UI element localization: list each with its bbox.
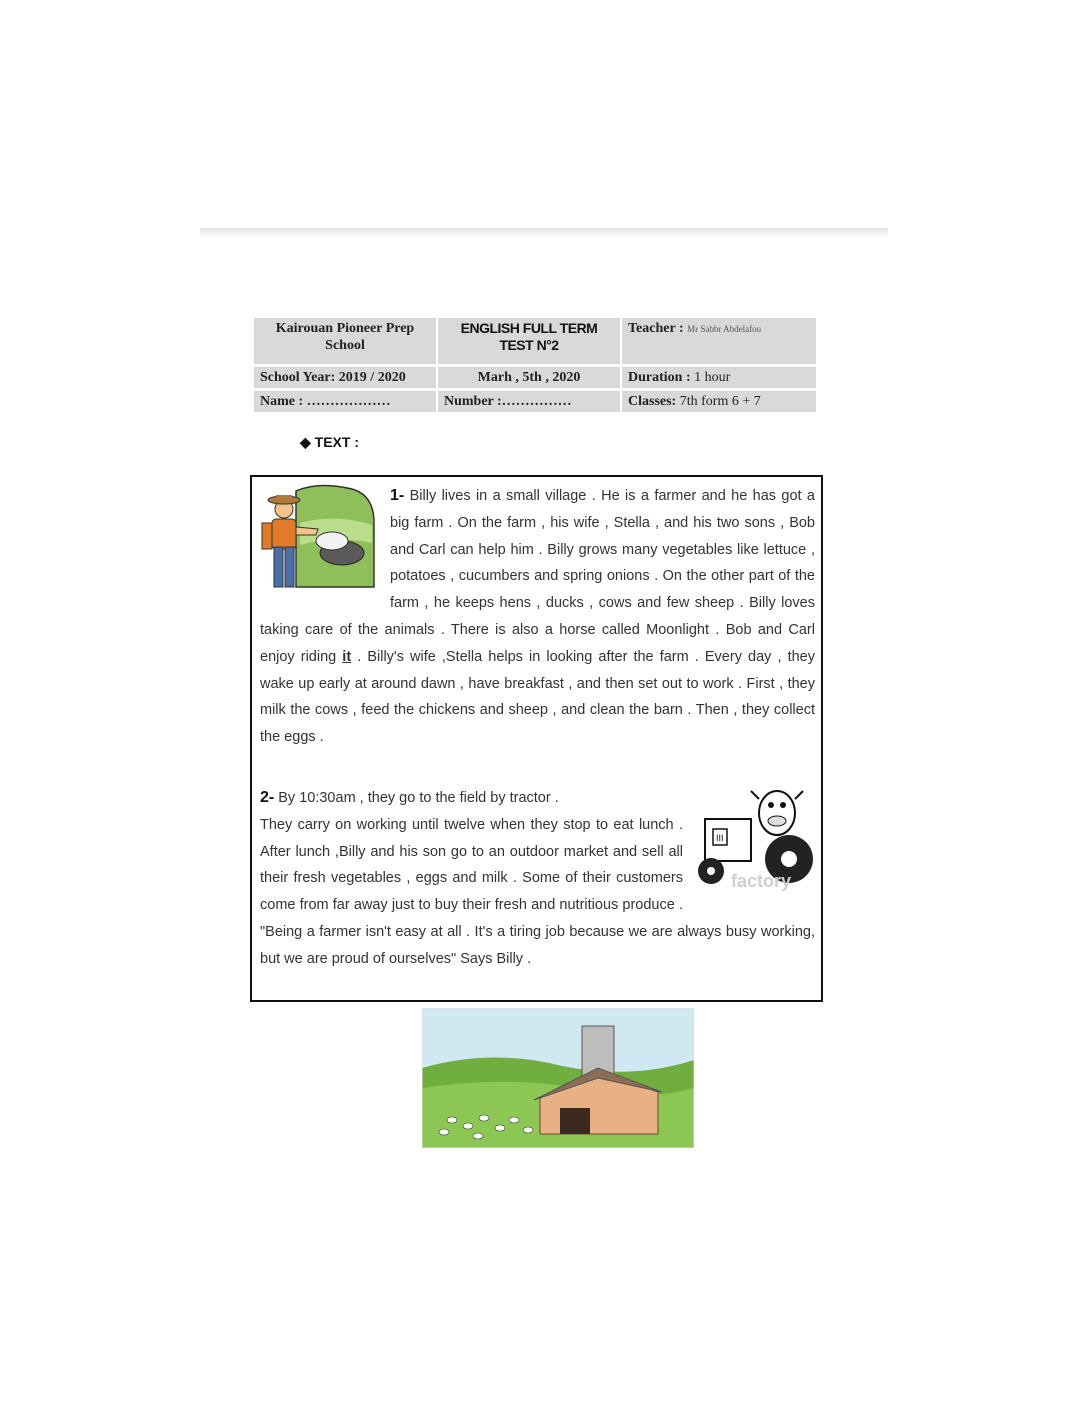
farmer-illustration <box>256 483 380 595</box>
text-section-heading <box>300 434 359 451</box>
test-title-line2: TEST N°2 <box>499 337 559 353</box>
test-title-line1: ENGLISH FULL TERM <box>460 320 598 336</box>
watermark-text: factory <box>731 871 792 891</box>
tractor-cow-illustration <box>691 779 819 893</box>
classes-label: Classes: <box>628 394 677 409</box>
school-name-cell <box>254 318 436 364</box>
paragraph-2-text-a: By 10:30am , they go to the field by tractor . <box>278 790 559 806</box>
classes-value: 7th form 6 + 7 <box>679 394 761 409</box>
classes-cell <box>622 391 816 412</box>
name-field: Name : ……………… <box>254 391 436 412</box>
diamond-bullet-icon: ◆ <box>300 434 311 450</box>
reading-text-box <box>250 475 823 1002</box>
paragraph-1-text-b: . Billy's wife ,Stella helps in looking after the farm . Every day , they wake up early at around dawn , have breakfast , and then set out to work . First , they milk the cows , feed the chickens and sheep , and clean the barn . Then , they collect the eggs . <box>260 648 815 746</box>
farm-cartoon-image <box>422 1008 694 1148</box>
school-name: Kairouan Pioneer Prep School <box>275 321 415 353</box>
paragraph-1 <box>260 483 815 751</box>
teacher-label: Teacher : <box>628 321 684 336</box>
underlined-word-it: it <box>342 648 352 665</box>
school-year-cell: School Year: 2019 / 2020 <box>254 367 436 388</box>
paragraph-2 <box>260 785 815 973</box>
section-title: TEXT : <box>314 434 360 450</box>
duration-label: Duration : <box>628 370 691 385</box>
test-date: Marh , 5th , 2020 <box>477 370 581 385</box>
duration-value: 1 hour <box>694 370 731 385</box>
date-cell <box>438 367 620 388</box>
duration-cell <box>622 367 816 388</box>
number-field: Number :…………… <box>438 391 620 412</box>
test-header-table <box>254 318 818 415</box>
paragraph-2-number: 2- <box>260 789 275 806</box>
paragraph-2-text-b: They carry on working until twelve when they stop to eat lunch . After lunch ,Billy and his son go to an outdoor market and sell all their fresh vegetables , eggs and milk . Some of their customers come from far away just to buy their fresh and nutritious produce . "Being a farmer isn't easy at all . It's a tiring job because we are always busy working, but we are proud of ourselves" Says Billy . <box>260 816 815 967</box>
page-top-edge <box>200 228 888 238</box>
svg-text:III: III <box>716 833 724 843</box>
teacher-name: Mr Sabbr Abdelafou <box>687 324 762 334</box>
paragraph-1-number: 1- <box>390 487 405 504</box>
teacher-cell <box>622 318 816 364</box>
test-title-cell <box>438 318 620 364</box>
paragraph-1-text-a: Billy lives in a small village . He is a farmer and he has got a big farm . On the farm , his wife , Stella , and his two sons , Bob and Carl can help him . Billy grows many vegetables like lettuce , potatoes , cucumbers and spring onions . On the other part of the farm , he keeps hens , ducks , cows and few sheep . Billy loves taking care of the animals . There is also a horse called Moonlight . Bob and Carl enjoy riding <box>260 488 815 665</box>
